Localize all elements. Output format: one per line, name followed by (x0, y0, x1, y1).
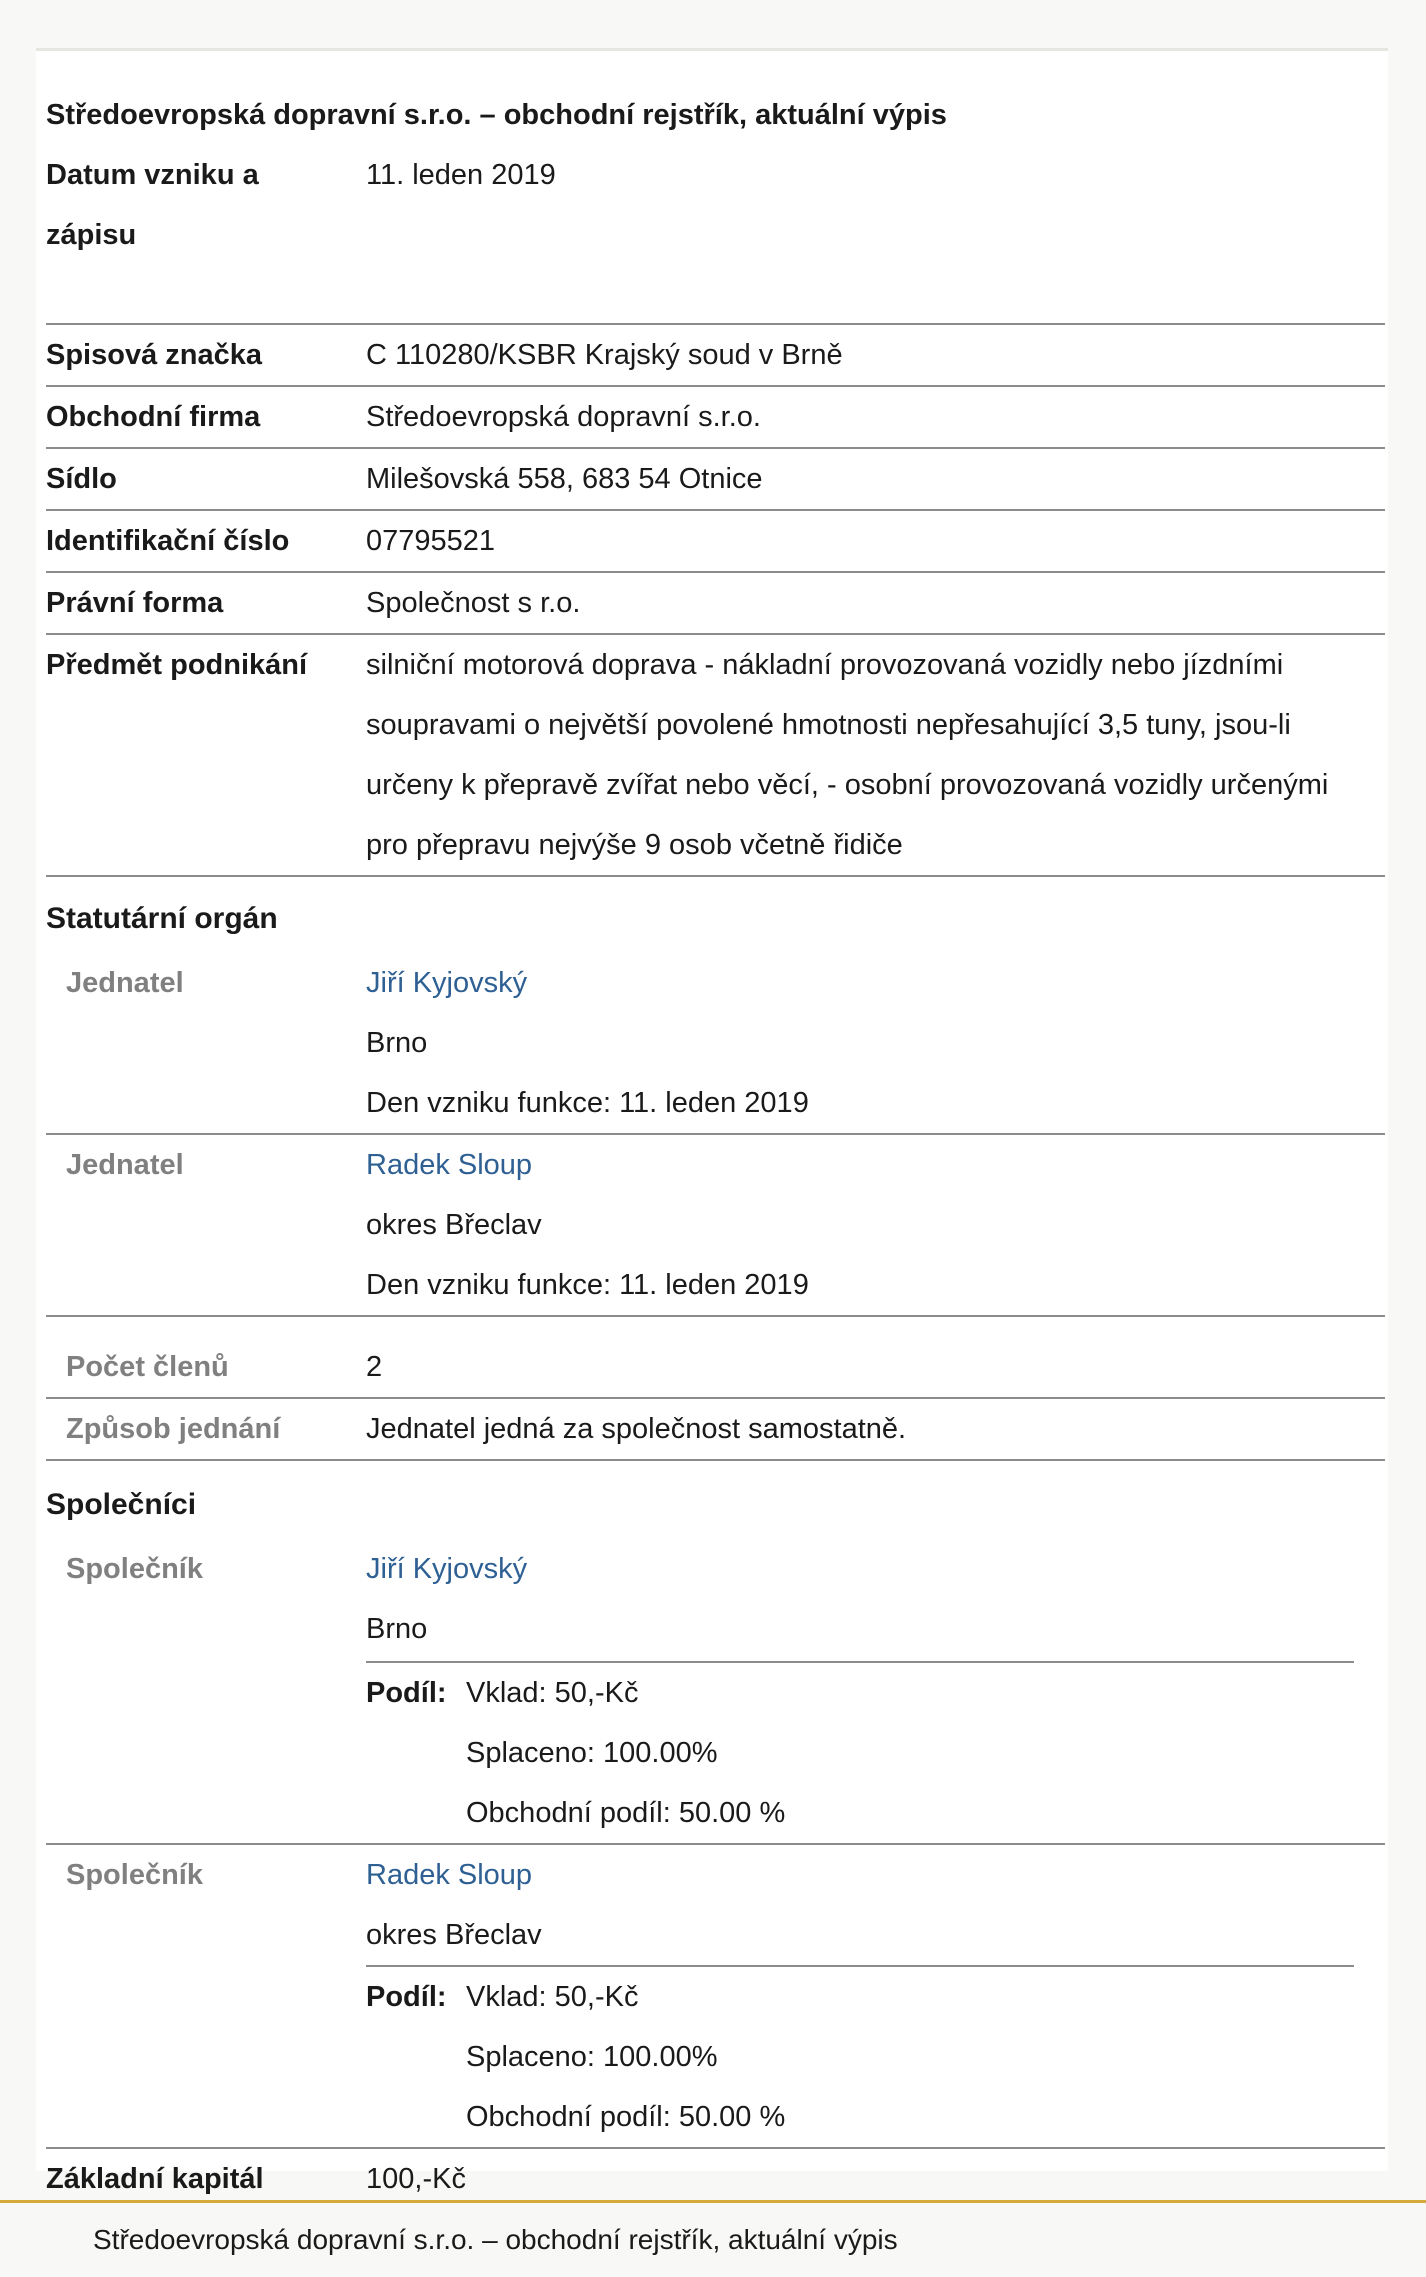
function-since: Den vzniku funkce: 11. leden 2019 (366, 1269, 809, 1301)
row-label: Právní forma (46, 587, 224, 619)
person-place: okres Břeclav (366, 1209, 542, 1241)
share-obchodni-podil: Obchodní podíl: 50.00 % (466, 1797, 786, 1829)
share-splaceno: Splaceno: 100.00% (466, 2041, 718, 2073)
section-heading-statutarni-organ: Statutární orgán (46, 902, 278, 935)
row-value (366, 1845, 1366, 1965)
share-label: Podíl: (366, 1677, 447, 1709)
share-values (466, 1967, 785, 2147)
row-label: Základní kapitál (46, 2163, 264, 2195)
person-link[interactable]: Jiří Kyjovský (366, 967, 528, 999)
share-vklad: Vklad: 50,-Kč (466, 1677, 639, 1709)
row-value: Milešovská 558, 683 54 Otnice (366, 463, 763, 495)
row-value: Jednatel jedná za společnost samostatně. (366, 1413, 907, 1445)
row-value: 07795521 (366, 525, 496, 557)
row-predmet-podnikani (46, 635, 1385, 877)
row-jednatel (46, 953, 1385, 1135)
row-value: C 110280/KSBR Krajský soud v Brně (366, 339, 843, 371)
row-value: Společnost s r.o. (366, 587, 581, 619)
row-value: 2 (366, 1351, 383, 1383)
person-link[interactable]: Jiří Kyjovský (366, 1553, 528, 1585)
row-label: Předmět podnikání (46, 649, 308, 681)
row-sidlo (46, 449, 1385, 511)
row-value: Středoevropská dopravní s.r.o. (366, 401, 761, 433)
row-label: Jednatel (66, 967, 184, 999)
row-label: Společník (66, 1553, 203, 1585)
person-link[interactable]: Radek Sloup (366, 1859, 533, 1891)
row-datum-vzniku (46, 145, 1385, 325)
page-footer (0, 2200, 1426, 2277)
text-line: pro přepravu nejvýše 9 osob včetně řidiče (366, 829, 903, 861)
person-place: okres Břeclav (366, 1919, 542, 1951)
row-label: Spisová značka (46, 339, 262, 371)
row-label: Obchodní firma (46, 401, 261, 433)
row-jednatel (46, 1135, 1385, 1317)
row-spolecnik (46, 1845, 1385, 2149)
row-label (46, 145, 346, 265)
row-spolecnik (46, 1539, 1385, 1845)
share-values (466, 1663, 785, 1843)
row-pocet-clenu (46, 1337, 1385, 1399)
label-line: zápisu (46, 219, 137, 251)
person-place: Brno (366, 1613, 428, 1645)
register-card (36, 48, 1388, 2195)
row-obchodni-firma (46, 387, 1385, 449)
share-block (366, 1661, 1354, 1843)
row-value: 100,-Kč (366, 2163, 466, 2195)
row-value (366, 1135, 1366, 1315)
share-obchodni-podil: Obchodní podíl: 50.00 % (466, 2101, 786, 2133)
row-label: Sídlo (46, 463, 117, 495)
text-line: určeny k přepravě zvířat nebo věcí, - osobní provozovaná vozidly určenými (366, 769, 1329, 801)
person-place: Brno (366, 1027, 428, 1059)
row-spisova-znacka (46, 325, 1385, 387)
row-label: Počet členů (66, 1351, 229, 1383)
row-label: Způsob jednání (66, 1413, 281, 1445)
row-value: 11. leden 2019 (366, 159, 556, 191)
label-line: Datum vzniku a (46, 159, 259, 191)
share-vklad: Vklad: 50,-Kč (466, 1981, 639, 2013)
function-since: Den vzniku funkce: 11. leden 2019 (366, 1087, 809, 1119)
text-line: silniční motorová doprava - nákladní provozovaná vozidly nebo jízdními (366, 649, 1284, 681)
row-label: Jednatel (66, 1149, 184, 1181)
page-title: Středoevropská dopravní s.r.o. – obchodní rejstřík, aktuální výpis (46, 99, 947, 131)
section-heading-spolecnici: Společníci (46, 1488, 197, 1521)
person-link[interactable]: Radek Sloup (366, 1149, 533, 1181)
share-block (366, 1965, 1354, 2147)
row-label: Společník (66, 1859, 203, 1891)
row-label: Identifikační číslo (46, 525, 290, 557)
row-value (366, 1539, 1366, 1659)
share-label: Podíl: (366, 1981, 447, 2013)
footer-text: Středoevropská dopravní s.r.o. – obchodní rejstřík, aktuální výpis (93, 2224, 898, 2255)
share-splaceno: Splaceno: 100.00% (466, 1737, 718, 1769)
row-value (366, 953, 1366, 1133)
row-ico (46, 511, 1385, 573)
row-zpusob-jednani (46, 1399, 1385, 1461)
row-value (366, 635, 1366, 875)
row-pravni-forma (46, 573, 1385, 635)
text-line: soupravami o největší povolené hmotnosti nepřesahující 3,5 tuny, jsou-li (366, 709, 1291, 741)
